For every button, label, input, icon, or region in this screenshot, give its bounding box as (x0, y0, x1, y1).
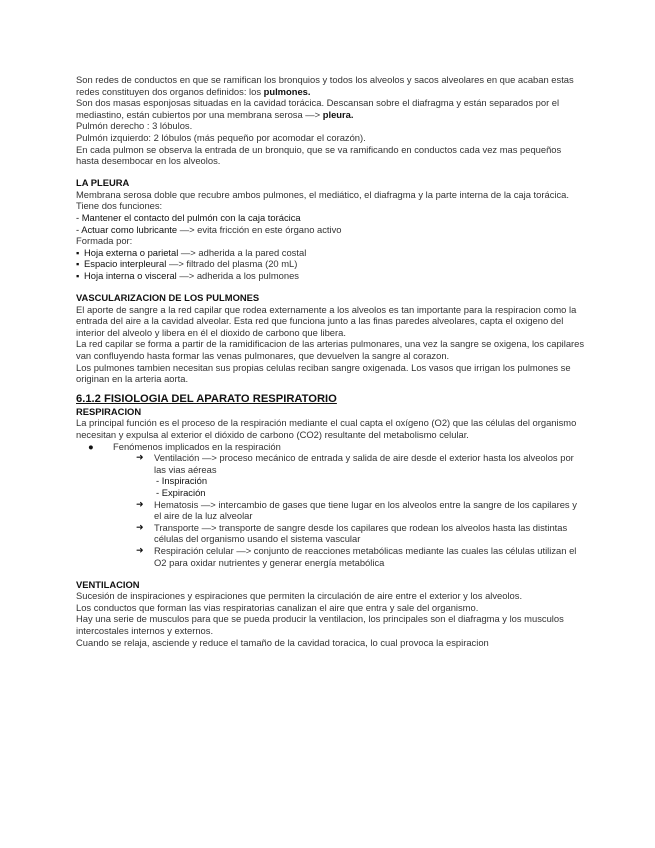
list-item (76, 212, 586, 224)
list-marker: ▪ (76, 246, 80, 258)
sub-item: - Inspiración (156, 475, 208, 487)
paragraph: Cuando se relaja, asciende y reduce el tamaño de la cavidad toracica, lo cual provoca la espiracion (76, 636, 489, 648)
list-item (76, 224, 586, 236)
arrow-item-text: Respiración celular —> conjunto de reacciones metabólicas mediante las cuales las células utilizan el O2 para oxidar nutrientes y generar energía metabólica (154, 544, 577, 568)
paragraph (76, 97, 586, 120)
list-item (76, 270, 586, 282)
list-item-rest: —> filtrado del plasma (20 mL) (166, 258, 298, 270)
text: Son redes de conductos en que se ramifican los bronquios y todos los alveolos y sacos alveolares en que acaban estas redes constituyen dos organos definidos: los (76, 74, 574, 97)
paragraph: Membrana serosa doble que recubre ambos pulmones, el mediático, el diafragma y la parte interna de la caja torácica. (76, 188, 569, 200)
paragraph: Tiene dos funciones: (76, 200, 163, 212)
paragraph: Los conductos que forman las vias respiratorias canalizan el aire que entra y sale del organismo. (76, 601, 479, 613)
document-page (76, 74, 586, 648)
list-marker: - (76, 212, 80, 224)
bold-text: pleura. (322, 108, 354, 120)
arrow-item (76, 452, 586, 475)
arrow-item (76, 499, 586, 522)
paragraph: Hay una serie de musculos para que se pueda producir la ventilacion, los principales son el diafragma y los musculos intercostales internos y externos. (76, 613, 564, 637)
paragraph: Sucesión de inspiraciones y espiraciones que permiten la circulación de aire entre el exterior y los alveolos. (76, 590, 523, 602)
arrow-item (76, 522, 586, 545)
list-item (76, 247, 586, 259)
list-marker: ▪ (76, 258, 80, 270)
paragraph: La red capilar se forma a partir de la ramidificacion de las arterias pulmonares, una vez la sangre se oxigena, los capilares van confluyendo hasta formar las venas pulmonares, que devuelven la sangre al corazon. (76, 338, 585, 362)
paragraph: Pulmón derecho : 3 lóbulos. (76, 120, 193, 132)
arrow-item-text: Transporte —> transporte de sangre desde los capilares que rodean los alveolos hasta las distintas células del organismo usando el sistema vascular (154, 521, 568, 545)
arrow-item-text: Ventilación —> proceso mecánico de entrada y salida de aire desde el exterior hasta los alveolos por las vias aéreas (154, 452, 574, 475)
paragraph: Pulmón izquierdo: 2 lóbulos (más pequeño por acomodar el corazón). (76, 131, 366, 143)
list-item-text: Hoja interna o visceral (84, 270, 177, 281)
bold-text: pulmones. (263, 85, 311, 97)
list-item-text: Espacio interpleural (84, 258, 167, 270)
list-item (76, 258, 586, 270)
section-heading: LA PLEURA (76, 177, 130, 189)
arrow-item-text: Hematosis —> intercambio de gases que tiene lugar en los alveolos entre la sangre de los capilares y el aire de la luz alveolar (154, 498, 577, 522)
list-item-rest: —> adherida a los pulmones (176, 270, 299, 281)
list-item-text: Actuar como lubricante (81, 223, 178, 235)
bullet-icon: ● (88, 440, 94, 452)
arrow-item (76, 545, 586, 568)
arrow-icon: ➜ (136, 498, 144, 509)
paragraph: El aporte de sangre a la red capilar que rodea externamente a los alveolos es tan importante para la respiracion como la entrada del aire a la cavidad alveolar. Esta red que funciona junto a las finas paredes alveolares, capta el oxigeno del interior del alveolo y libera en él el dioxido de carbono que libera. (76, 303, 577, 338)
list-marker: ▪ (76, 270, 80, 281)
paragraph: La principal función es el proceso de la respiración mediante el cual capta el oxígeno (O2) que las células del organismo necesitan y expulsa al exterior el dióxido de carbono (CO2) resultante del metabolismo celular. (76, 417, 577, 441)
section-title: 6.1.2 FISIOLOGIA DEL APARATO RESPIRATORIO (76, 392, 337, 405)
paragraph: Los pulmones tambien necesitan sus propias celulas reciban sangre oxigenada. Los vasos que irrigan los pulmones se originan en la arteria aorta. (76, 361, 571, 385)
list-item-rest: —> evita fricción en este órgano activo (177, 223, 342, 235)
bullet-item (76, 441, 586, 453)
paragraph (76, 74, 586, 97)
list-item-text: Hoja externa o parietal (84, 246, 179, 258)
arrow-icon: ➜ (136, 452, 144, 463)
list-marker: - (76, 223, 80, 235)
sub-item: - Expiración (156, 487, 206, 498)
section-heading: VASCULARIZACION DE LOS PULMONES (76, 292, 260, 304)
list-item-text: Mantener el contacto del pulmón con la caja torácica (81, 212, 301, 224)
arrow-icon: ➜ (136, 521, 144, 532)
list-item-rest: —> adherida a la pared costal (178, 246, 307, 258)
paragraph: En cada pulmon se observa la entrada de un bronquio, que se va ramificando en conductos cada vez mas pequeños hasta desembocar en los alveolos. (76, 143, 562, 167)
arrow-icon: ➜ (136, 544, 144, 555)
text: Son dos masas esponjosas situadas en la cavidad torácica. Descansan sobre el diafragma y están separados por el mediastino, están cubiertos por una membrana serosa —> (76, 97, 560, 120)
section-heading: RESPIRACION (76, 405, 142, 417)
bullet-text: Fenómenos implicados en la respiración (113, 440, 281, 452)
section-heading: VENTILACION (76, 578, 140, 590)
paragraph: Formada por: (76, 235, 133, 247)
